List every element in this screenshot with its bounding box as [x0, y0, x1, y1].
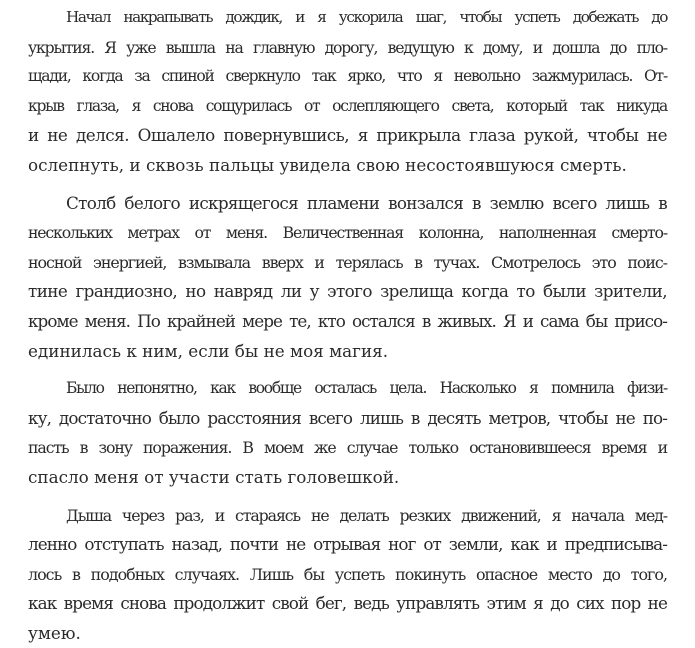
text-line: Было непонятно, как вообще осталась цела. Насколько я помнила физи- [28, 374, 667, 404]
text-line: крыв глаза, я снова сощурилась от ослепляющего света, который так никуда [28, 92, 667, 122]
text-line: ку, достаточно было расстояния всего лишь в десять метров, чтобы не по- [28, 404, 667, 434]
text-line: пасть в зону поражения. В моем же случае только остановившееся время и [28, 433, 667, 463]
text-line: кроме меня. По крайней мере те, кто остался в живых. Я и сама бы присо- [28, 307, 667, 337]
text-line: носной энергией, взмывала вверх и терялась в тучах. Смотрелось это поис- [28, 248, 667, 278]
text-line: Дыша через раз, и стараясь не делать резких движений, я начала мед- [28, 501, 667, 531]
text-line: укрытия. Я уже вышла на главную дорогу, ведущую к дому, и дошла до пло- [28, 33, 667, 63]
text-line: тине грандиозно, но навряд ли у этого зрелища когда то были зрители, [28, 277, 667, 307]
text-line: как время снова продолжит свой бег, ведь управлять этим я до сих пор не [28, 589, 667, 619]
paragraph-1 [28, 3, 667, 181]
text-line: ленно отступать назад, почти не отрывая ног от земли, как и предписыва- [28, 530, 667, 560]
paragraph-3 [28, 374, 667, 492]
text-line: спасло меня от участи стать головешкой. [28, 463, 667, 493]
text-line: Столб белого искрящегося пламени вонзался в землю всего лишь в [28, 189, 667, 219]
text-line: умею. [28, 619, 667, 648]
paragraph-4 [28, 501, 667, 648]
paragraph-2 [28, 189, 667, 367]
text-line: и не делся. Ошалело повернувшись, я прикрыла глаза рукой, чтобы не [28, 121, 667, 151]
text-line: единилась к ним, если бы не моя магия. [28, 337, 667, 367]
text-line: нескольких метрах от меня. Величественная колонна, наполненная смерто- [28, 218, 667, 248]
text-line: ослепнуть, и сквозь пальцы увидела свою несостоявшуюся смерть. [28, 151, 667, 181]
text-line: лось в подобных случаях. Лишь бы успеть покинуть опасное место до того, [28, 560, 667, 590]
text-line: щади, когда за спиной сверкнуло так ярко, что я невольно зажмурилась. От- [28, 62, 667, 92]
text-line: Начал накрапывать дождик, и я ускорила шаг, чтобы успеть добежать до [28, 3, 667, 33]
